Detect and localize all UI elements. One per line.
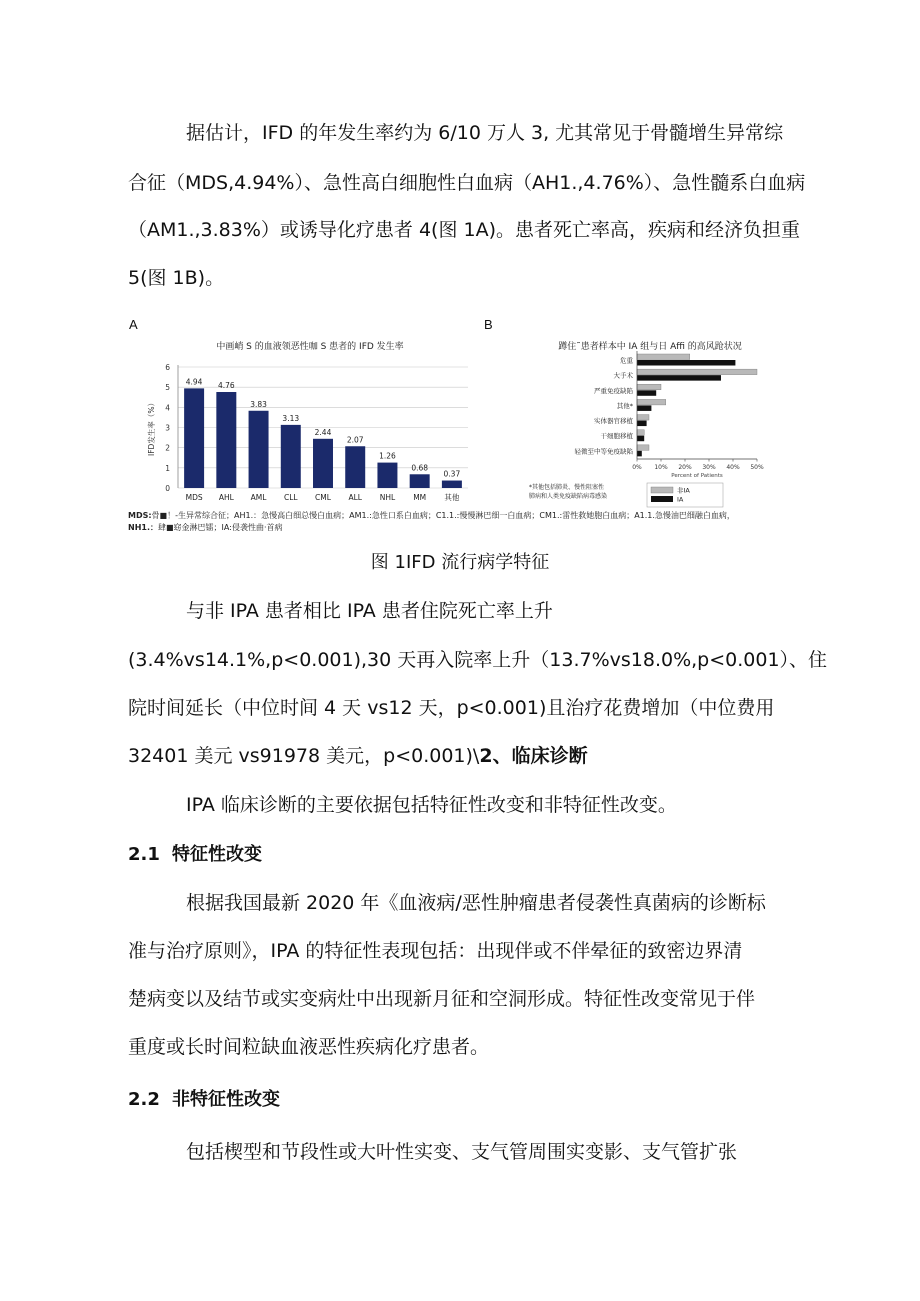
chart-a-bar — [216, 392, 236, 488]
chart-b-bar — [637, 445, 649, 451]
chart-a-ytick-label: 6 — [165, 363, 170, 372]
chart-b-bar — [637, 421, 647, 427]
para3: IPA 临床诊断的主要依据包括特征性改变和非特征性改变。 — [186, 794, 677, 816]
chart-a — [140, 333, 480, 509]
chart-a-xtick-label: ALL — [348, 493, 362, 502]
chart-a-bar — [184, 388, 204, 488]
chart-a-xtick-label: NHL — [379, 493, 396, 502]
chart-a-value-label: 0.37 — [443, 469, 461, 479]
chart-b-xtick-label: 20% — [678, 464, 692, 471]
chart-a-bar — [410, 474, 430, 488]
chart-b-bar — [637, 369, 757, 375]
chart-b-xtick-label: 50% — [750, 464, 764, 471]
figure-legend-line1 — [128, 510, 735, 521]
chart-a-value-label: 0.68 — [411, 463, 429, 473]
sec21-line3: 楚病变以及结节或实变病灶中出现新月征和空洞形成。特征性改变常见于伴 — [128, 988, 756, 1010]
chart-a-xtick-label: CML — [315, 493, 331, 502]
chart-a-xtick-label: MDS — [185, 493, 203, 502]
chart-a-value-label: 2.07 — [346, 435, 364, 445]
chart-b-legend-label: IA — [677, 495, 684, 504]
legend-text-1: 骨■！-生异常综合征；AH1.：急慢高白细总慢白血病；AM1.:急性口系白血病；C1.1.:慢慢淋巴细一白血病；CM1.:雷性救她胞白血病；A1.1.急慢油巴细融白血病， — [151, 511, 735, 520]
chart-a-value-label: 4.76 — [217, 381, 235, 391]
chart-a-ytick-label: 4 — [165, 403, 170, 413]
chart-b-bar — [637, 375, 721, 381]
chart-a-xtick-label: AML — [250, 493, 267, 502]
chart-a-bar — [345, 446, 365, 488]
legend-text-2: 肆■窈金淋巴镭；IA:侵袭性曲·首病 — [158, 523, 283, 532]
para2-line2: (3.4%vs14.1%,p<0.001),30 天再入院率上升（13.7%vs18.0%,p<0.001）、住 — [128, 649, 828, 671]
chart-b-title: 蹲住˜患者样本中 IA 组与日 Affi 的高风跄状况 — [558, 342, 742, 352]
chart-a-xtick-label: 其他 — [444, 493, 460, 502]
chart-b-bar — [637, 430, 644, 436]
para1-line4: 5(图 1B)。 — [128, 267, 225, 289]
section-2-1-title: 特征性改变 — [172, 844, 262, 865]
para2-line4 — [128, 744, 588, 768]
sec21-line2: 准与治疗原则》，IPA 的特征性表现包括：出现伴或不伴晕征的致密边界清 — [128, 940, 743, 962]
chart-b-bar — [637, 360, 735, 366]
chart-a-xtick-label: MM — [413, 493, 427, 502]
figure-caption: 图 1IFD 流行病学特征 — [370, 552, 550, 573]
para2-line1: 与非 IPA 患者相比 IPA 患者住院死亡率上升 — [186, 600, 553, 622]
sec22-line1: 包括楔型和节段性或大叶性实变、支气管周围实变影、支气管扩张 — [186, 1141, 738, 1163]
sec21-line1: 根据我国最新 2020 年《血液病/恶性肿瘤患者侵袭性真菌病的诊断标 — [186, 892, 766, 914]
chart-b-bar — [637, 405, 651, 411]
chart-a-bar — [442, 481, 462, 488]
chart-a-value-label: 4.94 — [185, 377, 203, 387]
chart-b-legend-swatch — [651, 487, 673, 493]
chart-b-bar — [637, 390, 656, 396]
chart-b-category-label: 危重 — [620, 356, 633, 365]
chart-a-bar — [249, 411, 269, 488]
chart-b-bar — [637, 399, 666, 405]
chart-b-footnote: *其他包括肺炎、慢性阻塞性 — [529, 484, 605, 491]
section-2-1-heading — [128, 843, 262, 867]
para1-line2: 合征（MDS,4.94%）、急性高白细胞性白血病（AH1.,4.76%）、急性髓系白血病 — [128, 172, 806, 194]
section-2-heading: 2、临床诊断 — [479, 745, 588, 767]
chart-b-xtick-label: 40% — [726, 464, 740, 471]
section-2-2-number: 2.2 — [128, 1089, 160, 1110]
panel-b-label: B — [484, 317, 493, 332]
chart-a-xtick-label: AHL — [218, 493, 234, 502]
chart-b-bar — [637, 415, 649, 421]
figure-legend-line2 — [128, 522, 283, 533]
chart-a-ytick-label: 5 — [165, 383, 170, 393]
chart-a-value-label: 2.44 — [314, 427, 332, 437]
section-2-2-heading — [128, 1088, 280, 1112]
chart-b-category-label: 干细胞移植 — [600, 432, 633, 441]
chart-a-ytick-label: 2 — [165, 443, 170, 453]
chart-b-bar — [637, 451, 642, 457]
chart-a-ytick-label: 3 — [165, 423, 170, 433]
chart-b-xtick-label: 10% — [654, 464, 668, 471]
chart-b-footnote: 肺病和人类免疫缺陷病毒感染 — [529, 493, 608, 500]
chart-a-value-label: 1.26 — [379, 451, 396, 461]
legend-bold-2: NH1.： — [128, 523, 158, 532]
chart-b-xtick-label: 30% — [702, 464, 716, 471]
chart-b-category-label: 其他* — [616, 401, 633, 410]
chart-b-category-label: 严重免疫缺陷 — [594, 386, 633, 395]
chart-a-ylabel: IFD发生率（%） — [147, 399, 156, 456]
chart-b — [525, 333, 775, 513]
chart-b-category-label: 轻微至中等免疫缺陷 — [574, 447, 633, 456]
chart-b-legend-swatch — [651, 496, 673, 502]
section-2-2-title: 非特征性改变 — [172, 1089, 280, 1110]
chart-b-legend-label: 非IA — [677, 486, 690, 495]
para2-line4-text: 32401 美元 vs91978 美元，p<0.001)\ — [128, 745, 480, 767]
chart-b-bar — [637, 384, 661, 390]
para1-line1: 据估计，IFD 的年发生率约为 6/10 万人 3, 尤其常见于骨髓增生异常综 — [186, 122, 784, 144]
chart-b-bar — [637, 354, 690, 360]
chart-b-category-label: 大手术 — [613, 371, 633, 380]
chart-a-xtick-label: CLL — [283, 493, 298, 502]
chart-b-xlabel: Percent of Patients — [671, 473, 723, 479]
panel-a-label: A — [129, 317, 138, 332]
chart-a-bar — [377, 463, 397, 488]
chart-a-title: 中画峭 S 的血液领恶性咖 S 患者的 IFD 发生率 — [216, 342, 404, 352]
legend-bold-1: MDS: — [128, 511, 152, 520]
section-2-1-number: 2.1 — [128, 844, 160, 865]
sec21-line4: 重度或长时间粒缺血液恶性疾病化疗患者。 — [128, 1036, 490, 1058]
chart-b-bar — [637, 436, 644, 442]
chart-a-ytick-label: 1 — [165, 463, 170, 473]
para2-line3: 院时间延长（中位时间 4 天 vs12 天，p<0.001)且治疗花费增加（中位费用 — [128, 697, 775, 719]
chart-a-value-label: 3.13 — [282, 413, 300, 423]
chart-a-ytick-label: 0 — [165, 484, 170, 493]
chart-b-category-label: 实体器官移植 — [594, 417, 633, 426]
chart-a-bar — [313, 439, 333, 488]
chart-b-xtick-label: 0% — [632, 464, 642, 471]
chart-a-value-label: 3.83 — [250, 399, 267, 409]
para1-line3: （AM1.,3.83%）或诱导化疗患者 4(图 1A)。患者死亡率高，疾病和经济负担重 — [128, 219, 800, 241]
chart-a-bar — [281, 425, 301, 488]
